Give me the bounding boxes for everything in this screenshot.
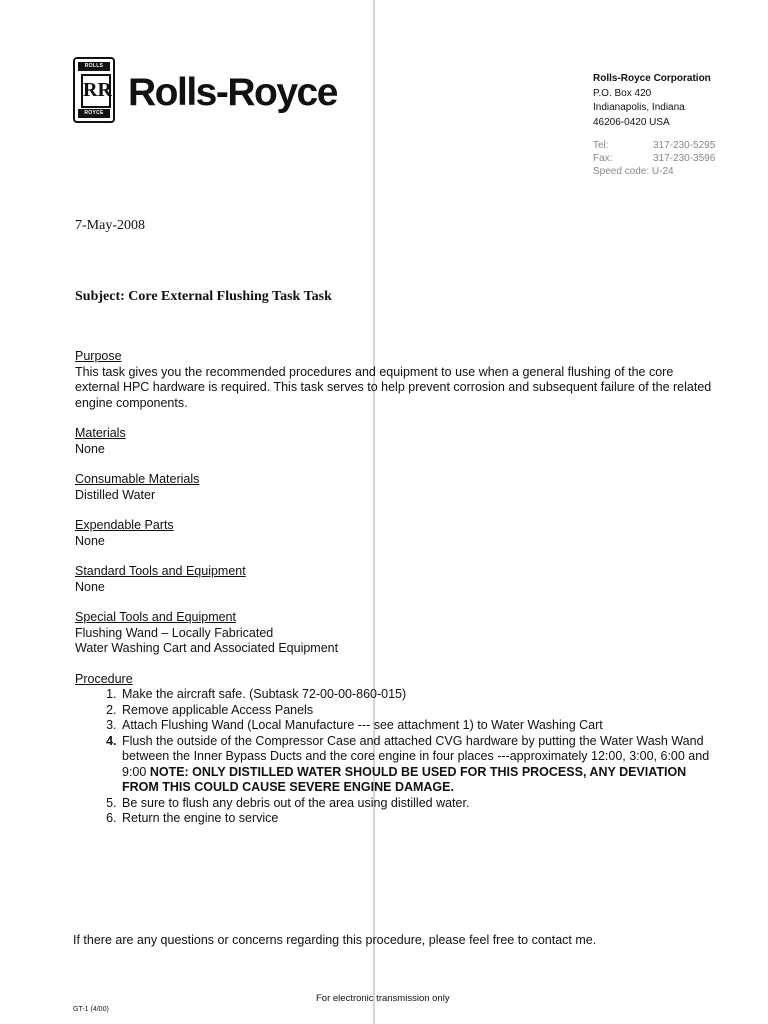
expendables-heading: Expendable Parts xyxy=(75,518,174,532)
procedure-step-5: 5. Be sure to flush any debris out of the area using distilled water. xyxy=(120,796,715,812)
letter-date: 7-May-2008 xyxy=(75,218,145,233)
procedure-step-4-note: NOTE: ONLY DISTILLED WATER SHOULD BE USED FOR THIS PROCESS, ANY DEVIATION FROM THIS COULD CAUSE SEVERE ENGINE DAMAGE. xyxy=(122,764,687,794)
company-name: Rolls-Royce Corporation xyxy=(593,73,711,84)
tel-label: Tel: xyxy=(593,140,609,151)
rolls-royce-logo xyxy=(73,57,115,123)
procedure-step-6: 6. Return the engine to service xyxy=(120,811,715,827)
letter-body xyxy=(75,349,715,842)
company-address xyxy=(593,72,711,130)
standard-tools-heading: Standard Tools and Equipment xyxy=(75,564,246,578)
materials-heading: Materials xyxy=(75,426,126,440)
tel-value: 317-230-5295 xyxy=(653,140,716,151)
address-line-2: Indianapolis, Indiana xyxy=(593,102,685,113)
purpose-section xyxy=(75,349,715,411)
procedure-step-2: 2. Remove applicable Access Panels xyxy=(120,703,715,719)
tel-row xyxy=(593,139,715,152)
procedure-list xyxy=(75,687,715,827)
consumables-text: Distilled Water xyxy=(75,487,156,502)
fax-label: Fax: xyxy=(593,153,613,164)
logo-monogram: RR xyxy=(81,74,111,108)
procedure-heading: Procedure xyxy=(75,671,133,686)
footer-note: For electronic transmission only xyxy=(316,993,450,1004)
expendables-text: None xyxy=(75,533,105,548)
consumables-heading: Consumable Materials xyxy=(75,472,200,486)
procedure-step-3: 3. Attach Flushing Wand (Local Manufacture --- see attachment 1) to Water Washing Cart xyxy=(120,718,715,734)
standard-tools-text: None xyxy=(75,579,105,594)
procedure-step-4 xyxy=(120,734,715,796)
materials-text: None xyxy=(75,441,105,456)
closing-sentence: If there are any questions or concerns regarding this procedure, please feel free to contact me. xyxy=(73,933,597,947)
special-tools-line-2: Water Washing Cart and Associated Equipment xyxy=(75,641,339,655)
form-number: GT-1 (4/00) xyxy=(73,1006,109,1013)
brand-name: Rolls-Royce xyxy=(128,71,337,114)
purpose-heading: Purpose xyxy=(75,349,122,363)
fax-value: 317-230-3596 xyxy=(653,153,716,164)
special-tools-line-1: Flushing Wand – Locally Fabricated xyxy=(75,625,274,640)
expendables-section xyxy=(75,518,715,549)
logo-bottom-label: ROYCE xyxy=(78,109,110,118)
procedure-step-1: 1. Make the aircraft safe. (Subtask 72-00-00-860-015) xyxy=(120,687,715,703)
address-line-3: 46206-0420 USA xyxy=(593,116,670,128)
consumables-section xyxy=(75,472,715,503)
standard-tools-section xyxy=(75,564,715,595)
purpose-text: This task gives you the recommended procedures and equipment to use when a general flushing of the core external HPC hardware is required. This task serves to help prevent corrosion and subsequent failure of the related engine components. xyxy=(75,364,712,410)
address-line-1: P.O. Box 420 xyxy=(593,87,652,99)
fax-row xyxy=(593,152,715,165)
materials-section xyxy=(75,426,715,457)
letter-subject: Subject: Core External Flushing Task Task xyxy=(75,289,332,304)
procedure-section xyxy=(75,672,715,827)
logo-top-label: ROLLS xyxy=(78,62,110,71)
special-tools-heading: Special Tools and Equipment xyxy=(75,610,236,624)
contact-info xyxy=(593,139,715,178)
speed-code: Speed code: U-24 xyxy=(593,166,674,177)
procedure-step-4-text: Flush the outside of the Compressor Case and attached CVG hardware by putting the Water Wash Wand between the Inner Bypass Ducts and the core engine in four places ---approximately 12:00, 3:00, 6:00 and 9:00 xyxy=(122,733,710,779)
special-tools-section xyxy=(75,610,715,657)
